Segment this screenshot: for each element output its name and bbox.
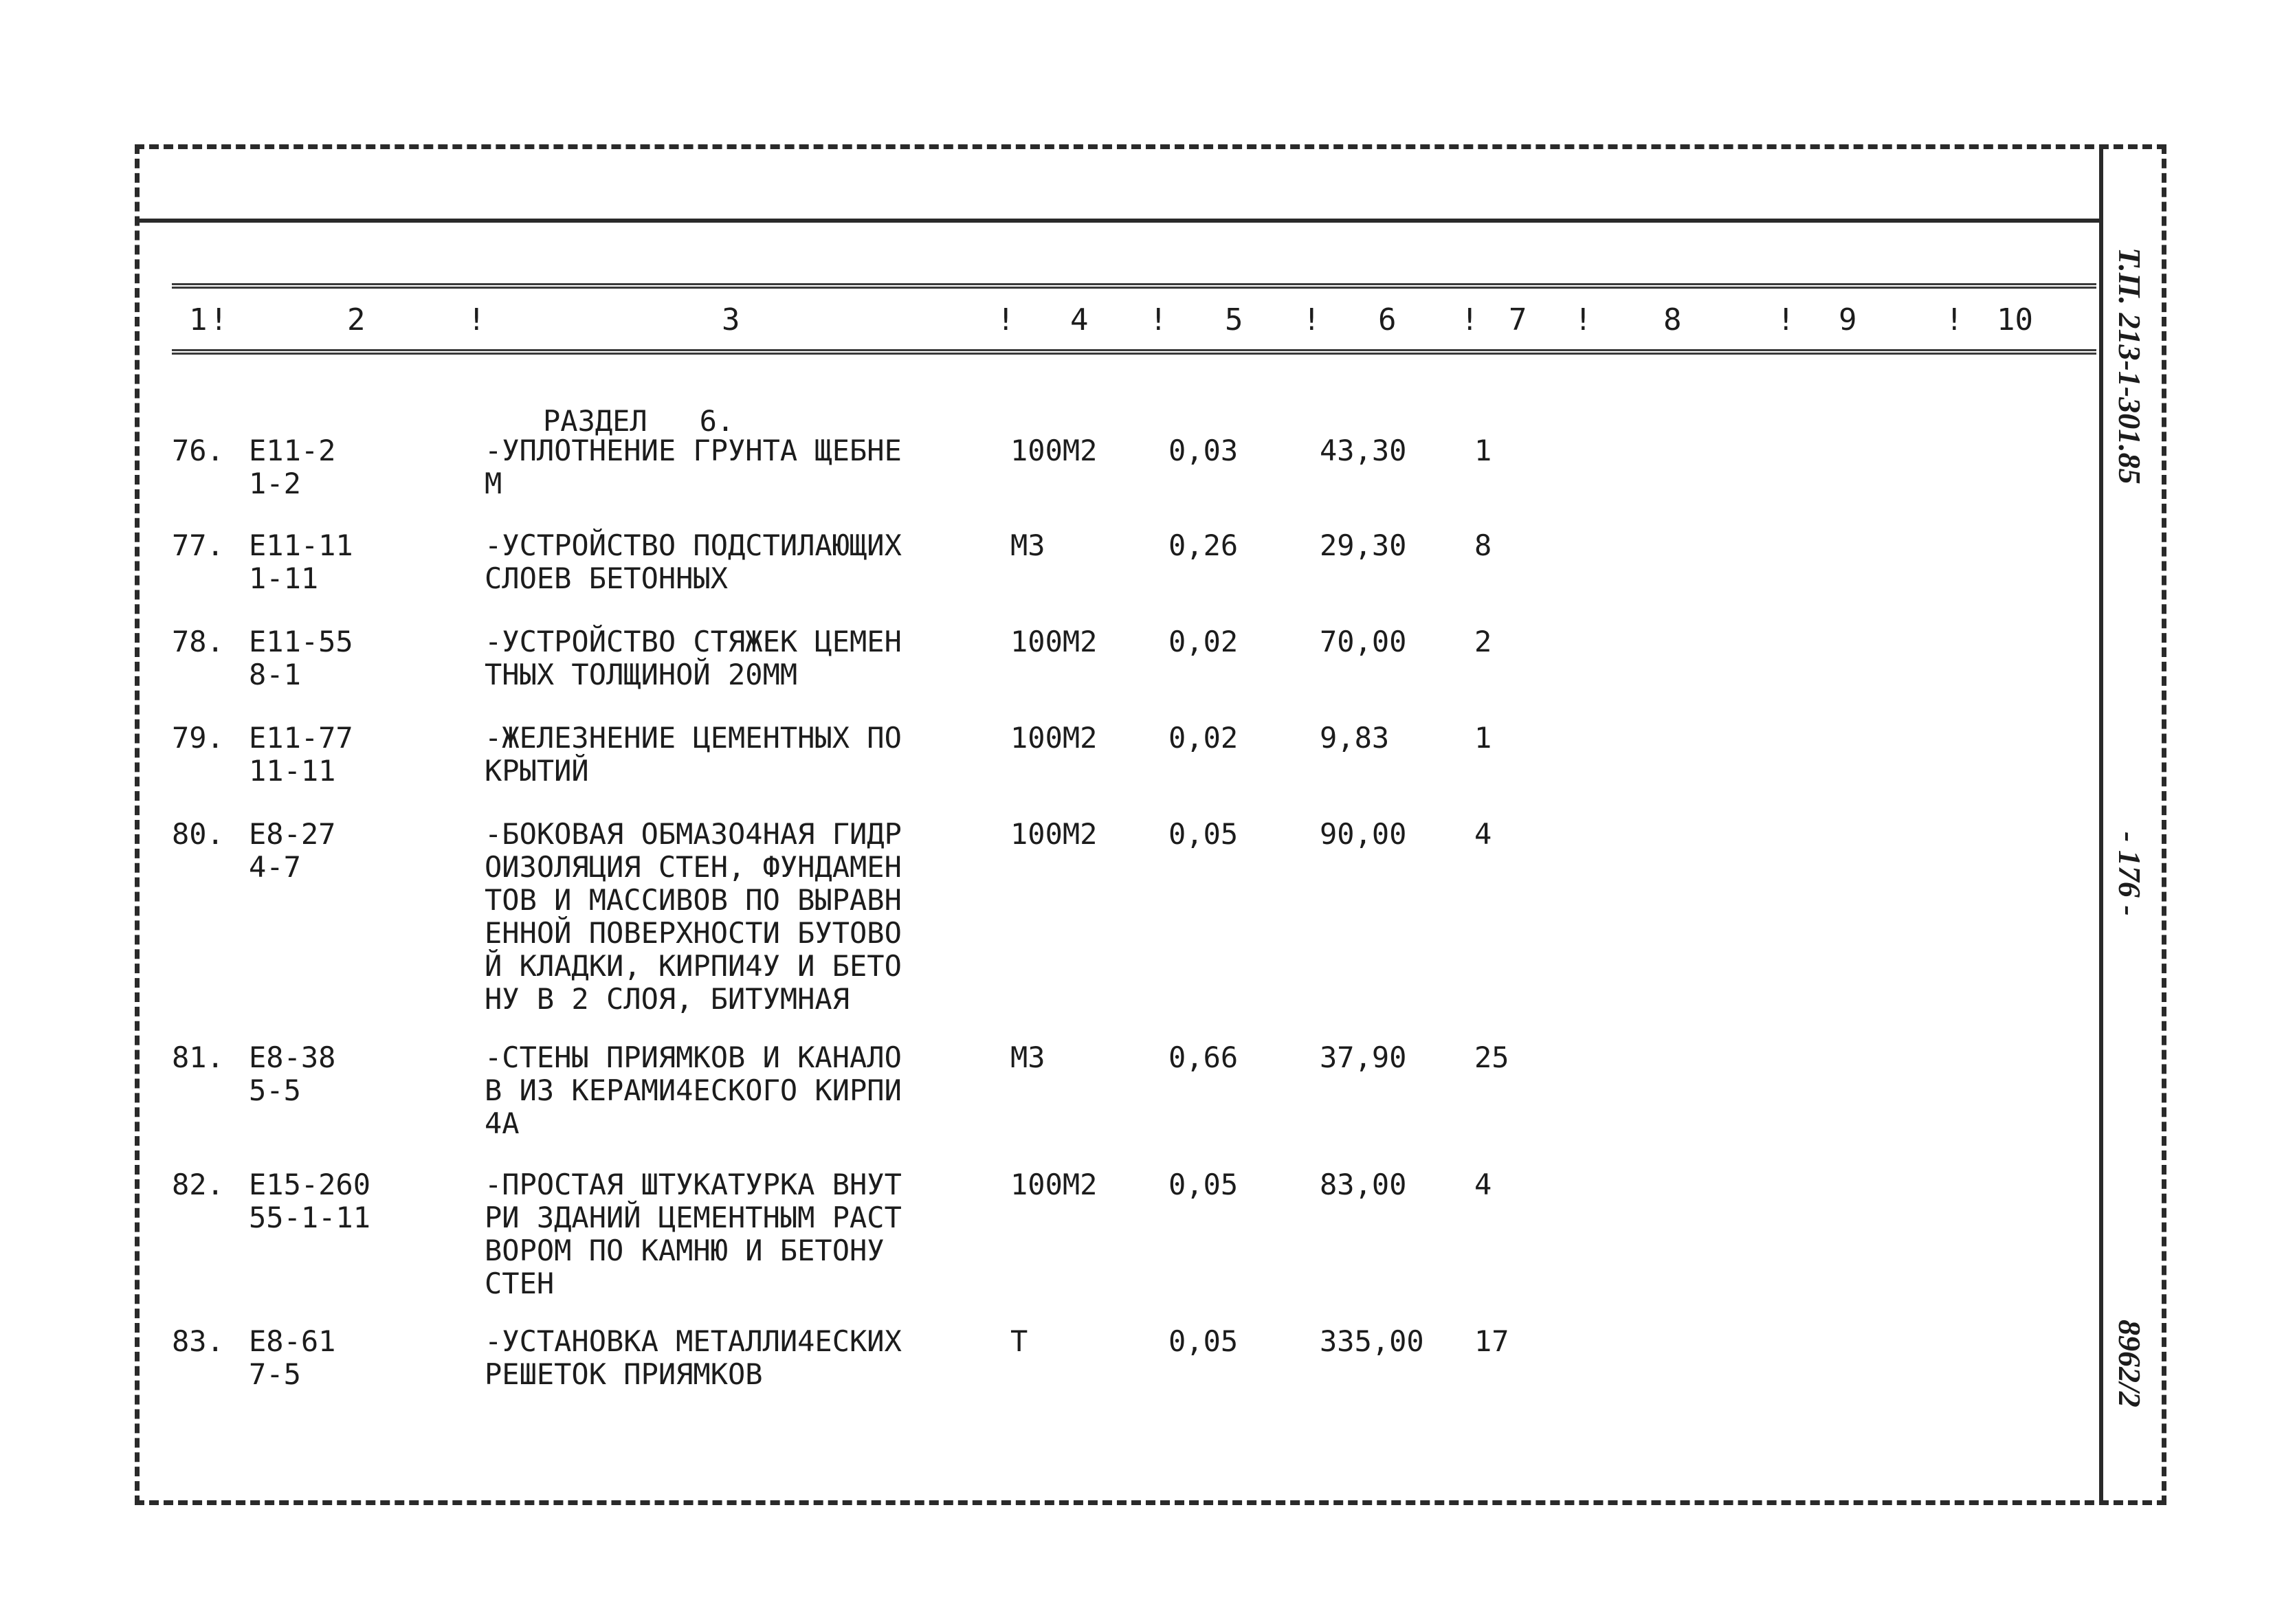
row-description: СЛОЕВ БЕТОННЫХ	[485, 561, 729, 595]
row-price: 90,00	[1320, 817, 1407, 851]
row-quantity: 0,02	[1168, 721, 1239, 755]
row-description: ТОВ И МАССИВОВ ПО ВЫРАВН	[485, 883, 902, 917]
column-header-1: 1	[189, 302, 208, 337]
row-price: 83,00	[1320, 1168, 1407, 1201]
row-code: Е8-27	[249, 817, 336, 851]
column-separator: !	[467, 302, 486, 337]
row-description: 4А	[485, 1106, 520, 1140]
row-number: 80.	[172, 817, 224, 851]
row-code: 1-11	[249, 561, 319, 595]
document-code: Т.П. 213-1-301.85	[2112, 247, 2147, 485]
row-column-7: 1	[1474, 434, 1492, 467]
row-code: Е8-38	[249, 1041, 336, 1074]
row-number: 77.	[172, 529, 224, 562]
side-stamp-divider	[2099, 144, 2103, 1505]
row-description: ВОРОМ ПО КАМНЮ И БЕТОНУ	[485, 1234, 885, 1267]
column-separator: !	[1461, 302, 1479, 337]
column-header-4: 4	[1070, 302, 1089, 337]
row-quantity: 0,03	[1168, 434, 1239, 467]
row-description: ТНЫХ ТОЛЩИНОЙ 20ММ	[485, 658, 798, 691]
row-price: 9,83	[1320, 721, 1390, 755]
row-quantity: 0,05	[1168, 1168, 1239, 1201]
column-separator: !	[1945, 302, 1964, 337]
title-block-divider	[135, 219, 2102, 223]
row-unit: 100М2	[1010, 434, 1098, 467]
row-price: 70,00	[1320, 625, 1407, 658]
row-description: СТЕН	[485, 1267, 555, 1300]
section-title: РАЗДЕЛ 6.	[543, 404, 735, 438]
row-description: НУ В 2 СЛОЯ, БИТУМНАЯ	[485, 982, 850, 1016]
row-number: 78.	[172, 625, 224, 658]
row-code: 1-2	[249, 467, 301, 500]
row-code: Е11-77	[249, 721, 353, 755]
page-frame	[135, 144, 2166, 1505]
archive-number: 8962/2	[2112, 1320, 2147, 1408]
row-unit: М3	[1010, 1041, 1045, 1074]
row-unit: 100М2	[1010, 721, 1098, 755]
row-code: Е11-55	[249, 625, 353, 658]
row-column-7: 4	[1474, 1168, 1492, 1201]
row-quantity: 0,05	[1168, 817, 1239, 851]
row-description: ОИЗОЛЯЦИЯ СТЕН, ФУНДАМЕН	[485, 850, 902, 884]
column-separator: !	[1149, 302, 1168, 337]
column-header-7: 7	[1509, 302, 1527, 337]
row-column-7: 25	[1474, 1041, 1509, 1074]
row-code: 5-5	[249, 1074, 301, 1107]
column-header-8: 8	[1663, 302, 1682, 337]
header-rule-bottom	[172, 349, 2096, 355]
row-column-7: 2	[1474, 625, 1492, 658]
column-separator: !	[1777, 302, 1795, 337]
column-separator: !	[1302, 302, 1321, 337]
header-rule-top	[172, 283, 2096, 289]
row-unit: 100М2	[1010, 817, 1098, 851]
row-number: 83.	[172, 1324, 224, 1358]
row-code: Е11-11	[249, 529, 353, 562]
row-quantity: 0,02	[1168, 625, 1239, 658]
row-description: -ПРОСТАЯ ШТУКАТУРКА ВНУТ	[485, 1168, 902, 1201]
row-quantity: 0,66	[1168, 1041, 1239, 1074]
row-code: 8-1	[249, 658, 301, 691]
column-separator: !	[997, 302, 1015, 337]
row-price: 43,30	[1320, 434, 1407, 467]
row-unit: Т	[1010, 1324, 1028, 1358]
column-separator: !	[210, 302, 228, 337]
row-code: Е8-61	[249, 1324, 336, 1358]
row-description: -УПЛОТНЕНИЕ ГРУНТА ЩЕБНЕ	[485, 434, 902, 467]
row-price: 29,30	[1320, 529, 1407, 562]
row-description: -УСТАНОВКА МЕТАЛЛИ4ЕСКИХ	[485, 1324, 902, 1358]
row-price: 335,00	[1320, 1324, 1424, 1358]
row-number: 76.	[172, 434, 224, 467]
row-unit: М3	[1010, 529, 1045, 562]
row-quantity: 0,26	[1168, 529, 1239, 562]
row-column-7: 8	[1474, 529, 1492, 562]
row-number: 81.	[172, 1041, 224, 1074]
row-description: КРЫТИЙ	[485, 754, 589, 788]
row-column-7: 4	[1474, 817, 1492, 851]
row-description: -ЖЕЛЕЗНЕНИЕ ЦЕМЕНТНЫХ ПО	[485, 721, 902, 755]
column-header-3: 3	[722, 302, 740, 337]
row-description: В ИЗ КЕРАМИ4ЕСКОГО КИРПИ	[485, 1074, 902, 1107]
row-column-7: 17	[1474, 1324, 1509, 1358]
row-code: 55-1-11	[249, 1201, 371, 1234]
row-number: 82.	[172, 1168, 224, 1201]
column-header-10: 10	[1997, 302, 2033, 337]
row-quantity: 0,05	[1168, 1324, 1239, 1358]
column-header-5: 5	[1225, 302, 1243, 337]
row-code: 7-5	[249, 1357, 301, 1391]
row-code: 11-11	[249, 754, 336, 788]
row-description: Й КЛАДКИ, КИРПИ4У И БЕТО	[485, 949, 902, 983]
row-description: -БОКОВАЯ ОБМАЗО4НАЯ ГИДР	[485, 817, 902, 851]
row-column-7: 1	[1474, 721, 1492, 755]
row-price: 37,90	[1320, 1041, 1407, 1074]
column-header-6: 6	[1378, 302, 1397, 337]
row-description: ЕННОЙ ПОВЕРХНОСТИ БУТОВО	[485, 916, 902, 950]
row-number: 79.	[172, 721, 224, 755]
row-description: -УСТРОЙСТВО ПОДСТИЛАЮЩИХ	[485, 529, 902, 562]
row-code: Е11-2	[249, 434, 336, 467]
column-separator: !	[1574, 302, 1593, 337]
row-description: РЕШЕТОК ПРИЯМКОВ	[485, 1357, 763, 1391]
row-unit: 100М2	[1010, 1168, 1098, 1201]
row-code: 4-7	[249, 850, 301, 884]
row-description: РИ ЗДАНИЙ ЦЕМЕНТНЫМ РАСТ	[485, 1201, 902, 1234]
row-description: -СТЕНЫ ПРИЯМКОВ И КАНАЛО	[485, 1041, 902, 1074]
column-header-9: 9	[1839, 302, 1857, 337]
row-description: -УСТРОЙСТВО СТЯЖЕК ЦЕМЕН	[485, 625, 902, 658]
row-unit: 100М2	[1010, 625, 1098, 658]
column-header-2: 2	[347, 302, 366, 337]
row-code: Е15-260	[249, 1168, 371, 1201]
row-description: М	[485, 467, 502, 500]
page-number: - 176 -	[2112, 832, 2147, 916]
